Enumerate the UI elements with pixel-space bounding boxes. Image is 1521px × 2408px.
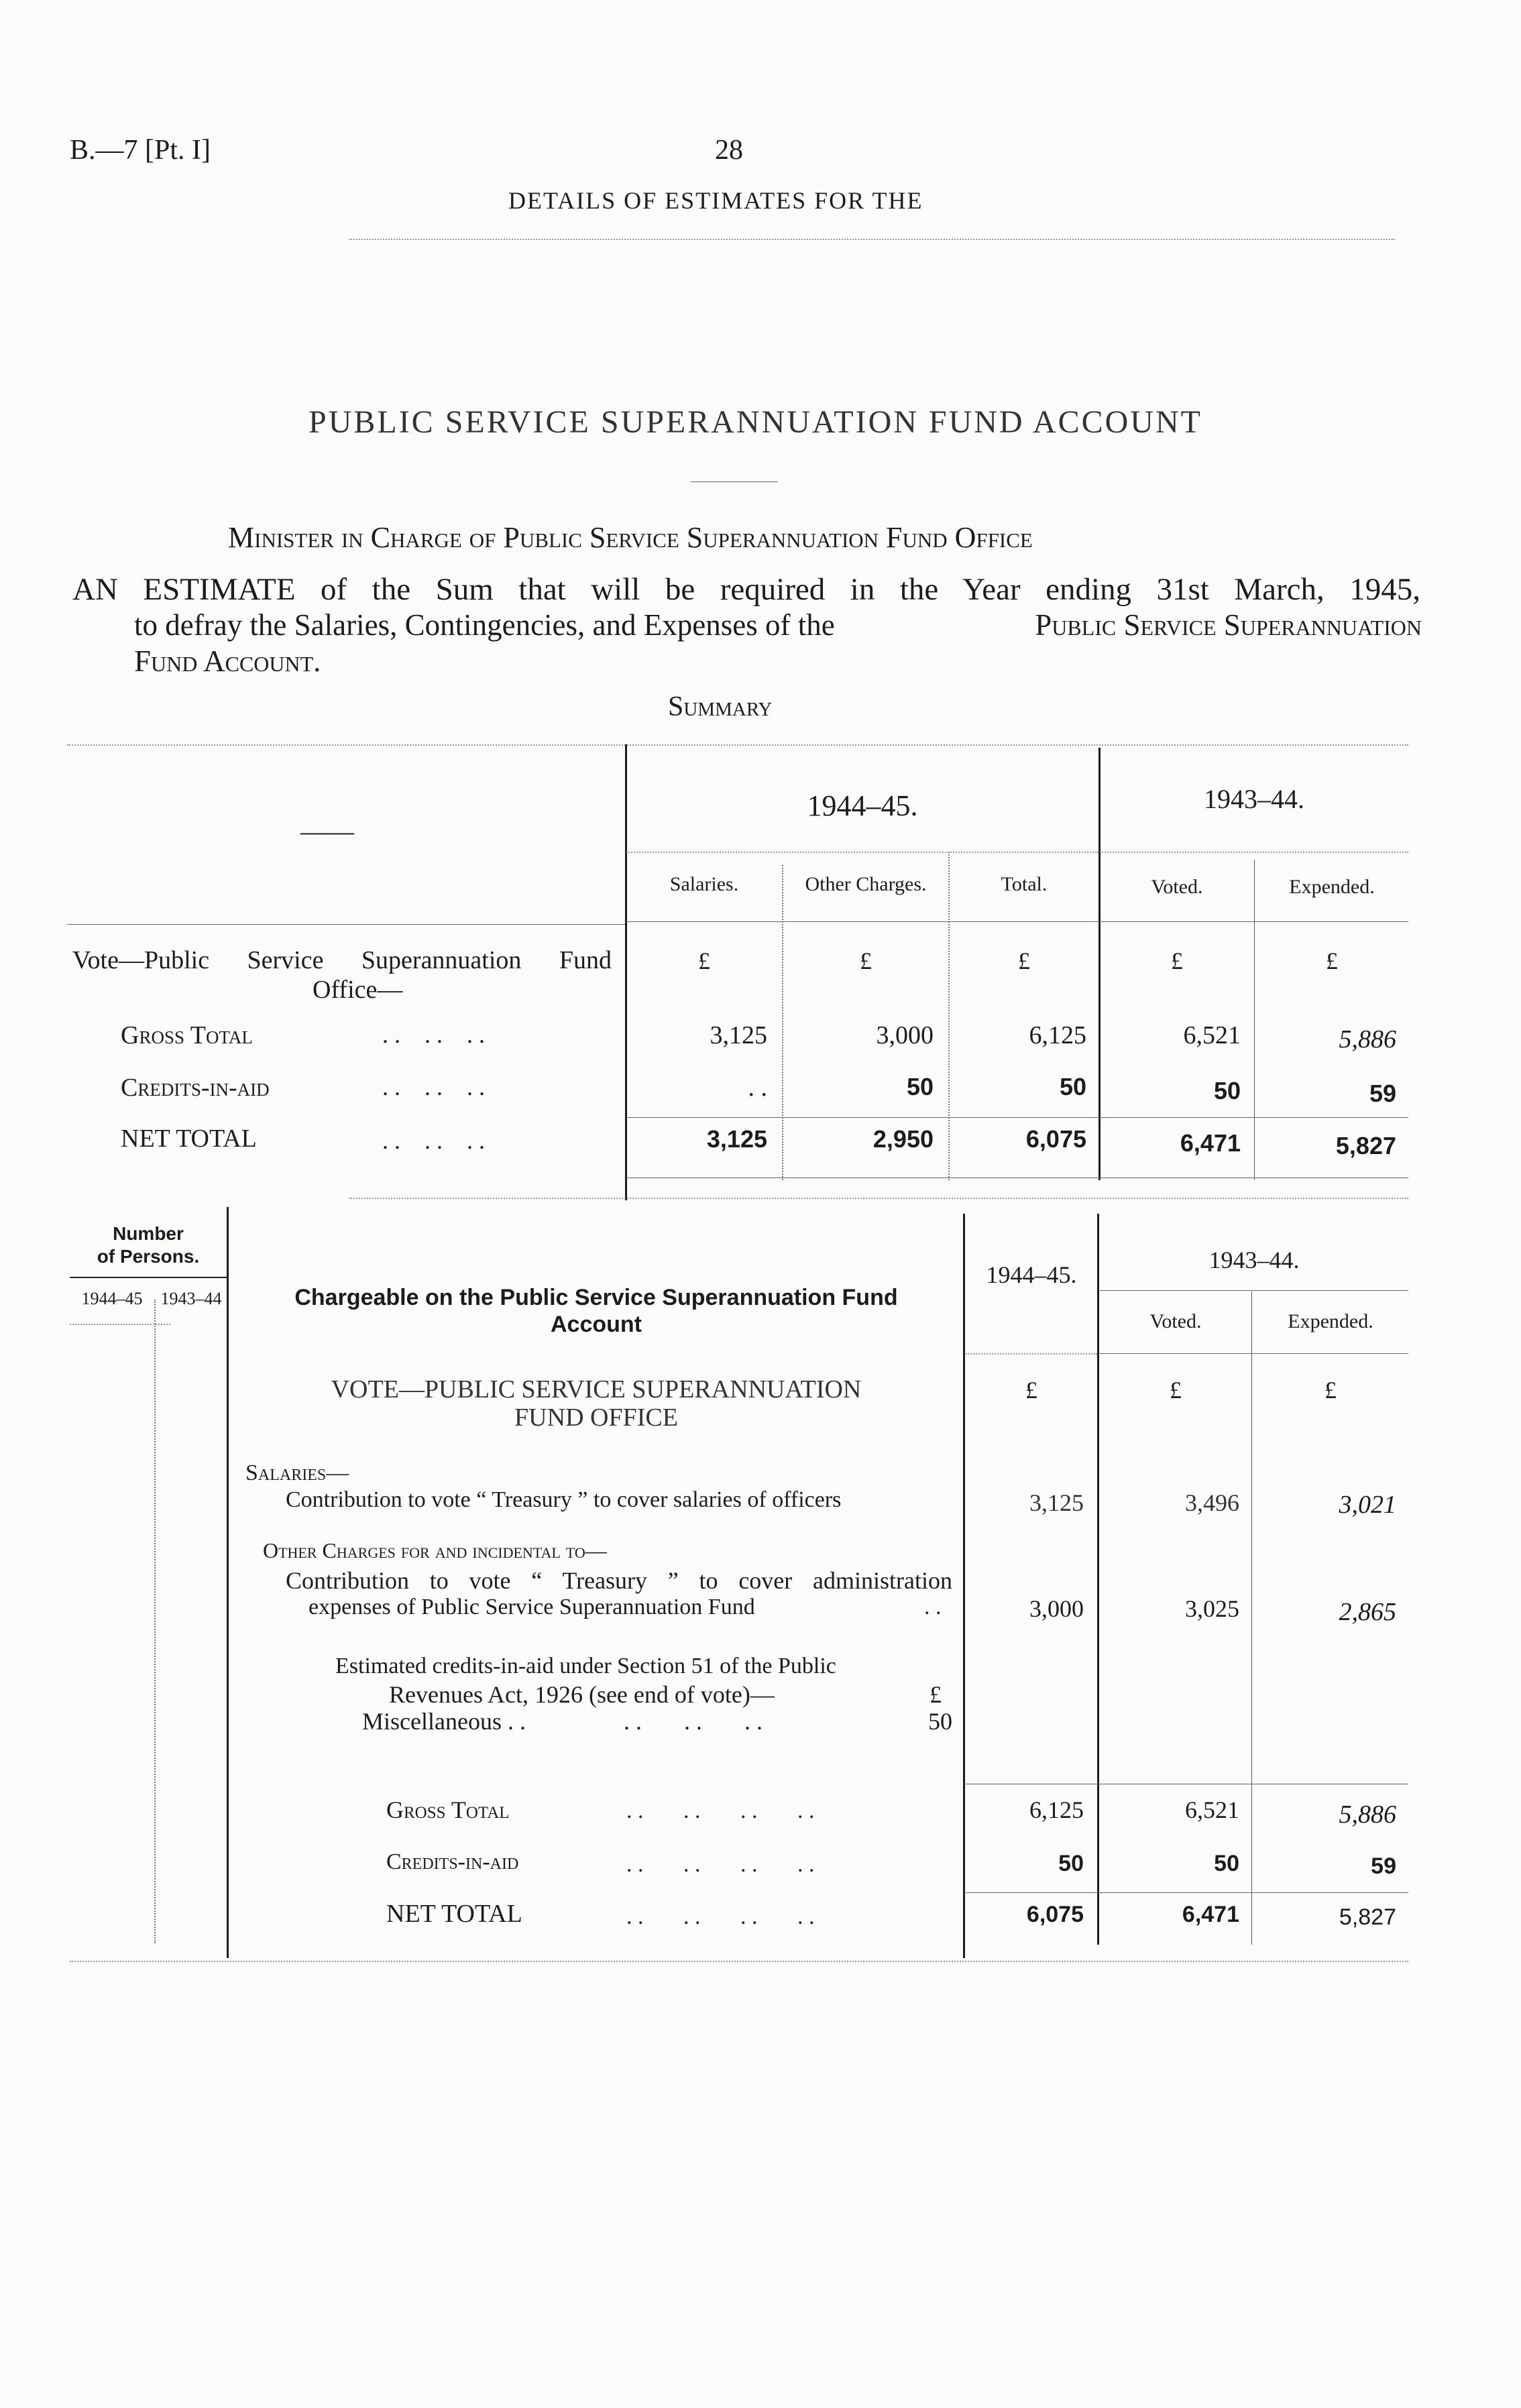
salaries-line: Contribution to vote “ Treasury ” to cover salaries of officers bbox=[286, 1487, 842, 1512]
detail-year-previous: 1943–44. bbox=[1208, 1247, 1300, 1273]
summary-header-rule-b bbox=[626, 921, 1408, 922]
detail-net-current: 6,075 bbox=[1026, 1902, 1084, 1927]
persons-heading-2: of Persons. bbox=[97, 1246, 200, 1267]
other-line-2: expenses of Public Service Superannuation Fund bbox=[308, 1595, 755, 1619]
running-head: DETAILS OF ESTIMATES FOR THE bbox=[508, 187, 923, 214]
detail-credits-voted: 50 bbox=[1214, 1851, 1239, 1876]
summary-year-previous: 1943–44. bbox=[1204, 784, 1304, 814]
detail-currency-expended: £ bbox=[1325, 1377, 1337, 1403]
summary-net-expended: 5,827 bbox=[1335, 1132, 1396, 1159]
detail-year-rule bbox=[1100, 1290, 1408, 1291]
detail-header-rule-a bbox=[966, 1353, 1097, 1355]
estimate-line-1: AN ESTIMATE of the Sum that will be required in the Year ending 31st March, 1945, bbox=[72, 572, 1420, 607]
summary-gross-other: 3,000 bbox=[876, 1021, 934, 1049]
detail-col-expended: Expended. bbox=[1288, 1310, 1373, 1332]
summary-currency-total: £ bbox=[1018, 948, 1030, 974]
summary-currency-salaries: £ bbox=[698, 948, 710, 974]
summary-heading: Summary bbox=[668, 691, 773, 722]
summary-gross-expended: 5,886 bbox=[1339, 1025, 1396, 1053]
other-heading: Other Charges for and incidental to— bbox=[263, 1538, 607, 1562]
summary-credits-voted: 50 bbox=[1213, 1077, 1241, 1104]
summary-gross-total: 6,125 bbox=[1029, 1021, 1086, 1049]
credits-note-amount: 50 bbox=[928, 1708, 952, 1735]
estimate-line-2 bbox=[134, 608, 1422, 642]
summary-col-total: Total. bbox=[1001, 873, 1048, 895]
credits-note-3: Miscellaneous . . bbox=[362, 1708, 526, 1735]
summary-net-rule bbox=[626, 1117, 1408, 1118]
summary-currency-voted: £ bbox=[1171, 948, 1183, 974]
detail-divider-amounts bbox=[963, 1214, 965, 1958]
detail-credits-expended: 59 bbox=[1371, 1853, 1396, 1879]
persons-col-2: 1943–44 bbox=[160, 1289, 222, 1308]
summary-col-expended: Expended. bbox=[1289, 876, 1375, 898]
vote-heading-2: FUND OFFICE bbox=[514, 1403, 678, 1432]
summary-net-voted: 6,471 bbox=[1180, 1129, 1241, 1157]
summary-header-rule-a bbox=[67, 924, 625, 925]
detail-net-voted: 6,471 bbox=[1182, 1902, 1239, 1927]
detail-net-dots: . . . . . . . . bbox=[626, 1904, 815, 1929]
summary-top-rule bbox=[67, 744, 1408, 746]
detail-divider-persons bbox=[227, 1207, 229, 1958]
title-rule bbox=[691, 481, 778, 482]
other-current: 3,000 bbox=[1029, 1595, 1084, 1622]
summary-col-div-3 bbox=[1254, 860, 1255, 1180]
page-title: PUBLIC SERVICE SUPERANNUATION FUND ACCOUNT bbox=[308, 404, 1202, 440]
summary-currency-other: £ bbox=[860, 948, 872, 974]
detail-net-expended: 5,827 bbox=[1339, 1904, 1396, 1930]
detail-header-rule-b bbox=[1100, 1353, 1408, 1354]
summary-gross-dots: . . . . . . bbox=[382, 1021, 485, 1048]
detail-net-label: NET TOTAL bbox=[386, 1900, 522, 1928]
summary-gross-label: Gross Total bbox=[121, 1021, 253, 1049]
summary-credits-other: 50 bbox=[906, 1073, 934, 1100]
other-expended: 2,865 bbox=[1339, 1598, 1396, 1626]
detail-gross-expended: 5,886 bbox=[1339, 1800, 1396, 1829]
persons-col-rule bbox=[70, 1324, 170, 1325]
page-end-rule bbox=[70, 1961, 1408, 1962]
detail-gross-label: Gross Total bbox=[386, 1796, 510, 1823]
detail-col-div-expended bbox=[1251, 1292, 1252, 1945]
detail-col-voted: Voted. bbox=[1149, 1310, 1202, 1332]
detail-currency-current: £ bbox=[1025, 1377, 1037, 1403]
summary-net-other: 2,950 bbox=[872, 1125, 934, 1153]
detail-gross-current: 6,125 bbox=[1029, 1796, 1084, 1823]
other-voted: 3,025 bbox=[1185, 1595, 1239, 1622]
other-dots: . . bbox=[924, 1595, 942, 1619]
estimate-line-2-text: to defray the Salaries, Contingencies, and Expenses of the bbox=[134, 608, 835, 642]
summary-year-current: 1944–45. bbox=[807, 789, 918, 822]
detail-divider-years bbox=[1097, 1214, 1099, 1945]
detail-net-rule bbox=[966, 1892, 1408, 1893]
estimate-line-3: Fund Account. bbox=[134, 644, 321, 678]
detail-currency-voted: £ bbox=[1170, 1377, 1182, 1403]
summary-col-voted: Voted. bbox=[1151, 876, 1203, 898]
credits-note-1: Estimated credits-in-aid under Section 51 of the Public bbox=[335, 1654, 836, 1678]
summary-gross-voted: 6,521 bbox=[1183, 1021, 1241, 1049]
detail-col-div-persons bbox=[154, 1300, 156, 1943]
detail-credits-current: 50 bbox=[1058, 1851, 1084, 1876]
detail-credits-label: Credits-in-aid bbox=[386, 1849, 519, 1874]
salaries-voted: 3,496 bbox=[1185, 1489, 1239, 1516]
summary-net-label: NET TOTAL bbox=[121, 1125, 257, 1153]
detail-credits-dots: . . . . . . . . bbox=[626, 1852, 815, 1877]
summary-net-total: 6,075 bbox=[1025, 1125, 1086, 1153]
detail-year-current: 1944–45. bbox=[986, 1261, 1077, 1288]
summary-col-salaries: Salaries. bbox=[669, 873, 739, 895]
salaries-heading: Salaries— bbox=[245, 1460, 349, 1485]
summary-year-rule-a bbox=[626, 852, 1098, 853]
summary-col-other: Other Charges. bbox=[805, 873, 927, 895]
page-ref: B.—7 [Pt. I] bbox=[70, 135, 211, 166]
chargeable-heading-1: Chargeable on the Public Service Superannuation Fund bbox=[294, 1285, 898, 1310]
credits-note-pound: £ bbox=[929, 1681, 942, 1708]
summary-currency-expended: £ bbox=[1326, 948, 1338, 974]
detail-gross-dots: . . . . . . . . bbox=[626, 1798, 815, 1823]
estimate-line-2-smallcaps: Public Service Superannuation bbox=[1035, 608, 1422, 642]
summary-net-salaries: 3,125 bbox=[706, 1125, 767, 1153]
summary-credits-expended: 59 bbox=[1369, 1080, 1396, 1107]
vote-heading-1: VOTE—PUBLIC SERVICE SUPERANNUATION bbox=[331, 1375, 862, 1403]
credits-note-dots: . . . . . . bbox=[624, 1708, 763, 1735]
detail-gross-voted: 6,521 bbox=[1185, 1796, 1239, 1823]
other-line-1: Contribution to vote “ Treasury ” to cover administration bbox=[286, 1567, 952, 1594]
credits-note-2: Revenues Act, 1926 (see end of vote)— bbox=[389, 1681, 775, 1708]
summary-gross-salaries: 3,125 bbox=[710, 1021, 767, 1049]
minister-heading: Minister in Charge of Public Service Superannuation Fund Office bbox=[228, 521, 1033, 554]
salaries-current: 3,125 bbox=[1029, 1489, 1084, 1516]
page-number: 28 bbox=[715, 135, 743, 166]
summary-credits-dots: . . . . . . bbox=[382, 1074, 485, 1100]
summary-dash: —— bbox=[300, 816, 354, 846]
summary-year-rule-b bbox=[1100, 852, 1408, 853]
chargeable-heading-2: Account bbox=[551, 1312, 642, 1337]
running-head-rule bbox=[349, 239, 1395, 240]
summary-net-dots: . . . . . . bbox=[382, 1127, 485, 1154]
summary-end-rule bbox=[349, 1198, 1408, 1199]
salaries-expended: 3,021 bbox=[1339, 1491, 1396, 1519]
persons-col-1: 1944–45 bbox=[81, 1289, 143, 1308]
persons-heading-1: Number bbox=[113, 1223, 184, 1244]
summary-vote-label-1: Vote—Public Service Superannuation Fund bbox=[72, 946, 612, 974]
summary-credits-label: Credits-in-aid bbox=[121, 1074, 270, 1102]
summary-vote-label-2: Office— bbox=[313, 976, 403, 1004]
summary-credits-salaries: . . bbox=[748, 1074, 767, 1102]
summary-credits-total: 50 bbox=[1059, 1073, 1086, 1100]
persons-heading-rule bbox=[70, 1277, 227, 1278]
